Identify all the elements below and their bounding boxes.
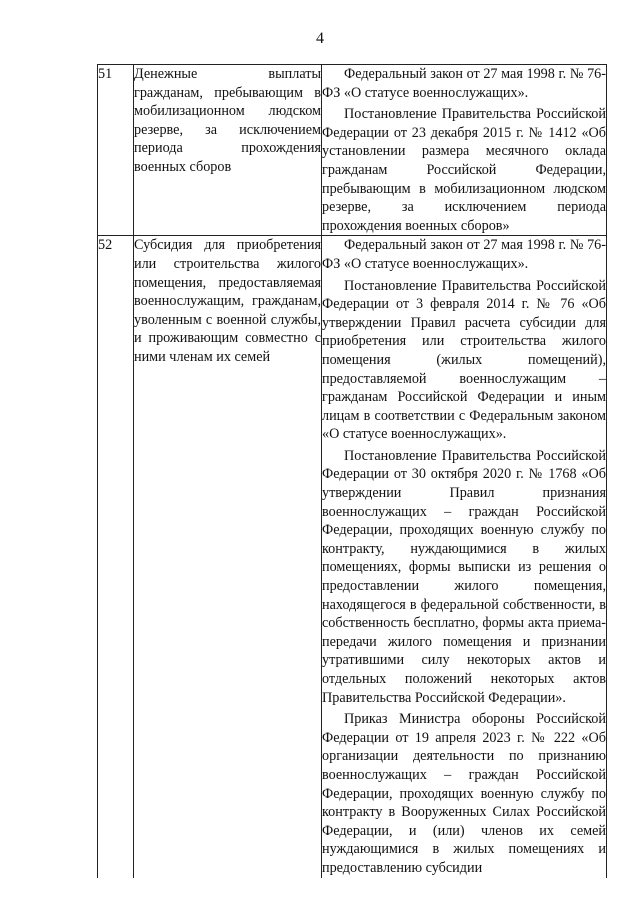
document-table (97, 64, 607, 878)
legal-document: Федеральный закон от 27 мая 1998 г. № 76-ФЗ «О статусе военнослужащих». (322, 66, 606, 101)
legal-document: Постановление Правительства Российской Федерации от 3 февраля 2014 г. № 76 «Об утверждении Правил расчета субсидии для приобретения или строительства жилого помещения (жилых помещений), предоставляемой военнослужащим – гражданам Российской Федерации и иным лицам в соответствии с Федеральным законом «О статусе военнослужащих». (322, 277, 606, 443)
page-number: 4 (316, 30, 324, 47)
row-number: 51 (98, 65, 134, 236)
legal-basis-cell (322, 236, 607, 878)
row-number: 52 (98, 236, 134, 878)
legal-document: Постановление Правительства Российской Федерации от 23 декабря 2015 г. № 1412 «Об установлении размера месячного оклада гражданам Российской Федерации, пребывающим в мобилизационном людском резерве, за исключением периода прохождения военных сборов» (322, 106, 606, 234)
legal-document: Приказ Министра обороны Российской Федерации от 19 апреля 2023 г. № 222 «Об организации деятельности по признанию военнослужащих – граждан Российской Федерации, проходящих военную службу по контракту в Вооруженных Силах Российской Федерации, и (или) членов их семей нуждающимися в жилых помещениях и предоставлению субсидии (322, 711, 606, 876)
legal-document: Постановление Правительства Российской Федерации от 30 октября 2020 г. № 1768 «Об утверждении Правил признания военнослужащих – граждан Российской Федерации, проходящих военную службу по контракту, нуждающимися в жилых помещениях, формы выписки из решения о предоставлении жилого помещения, находящегося в федеральной собственности, в собственность бесплатно, формы акта приема-передачи жилого помещения и признании утратившими силу некоторых актов и отдельных положений некоторых актов Правительства Российской Федерации». (322, 447, 606, 706)
table-row (98, 65, 607, 236)
payment-description: Денежные выплаты гражданам, пребывающим в мобилизационном людском резерве, за исключением периода прохождения военных сборов (134, 65, 322, 236)
legal-document: Федеральный закон от 27 мая 1998 г. № 76-ФЗ «О статусе военнослужащих». (322, 237, 606, 272)
table-row (98, 236, 607, 878)
payment-description: Субсидия для приобретения или строительства жилого помещения, предоставляемая военнослужащим, гражданам, уволенным с военной службы, и проживающим совместно с ними членам их семей (134, 236, 322, 878)
legal-basis-cell (322, 65, 607, 236)
